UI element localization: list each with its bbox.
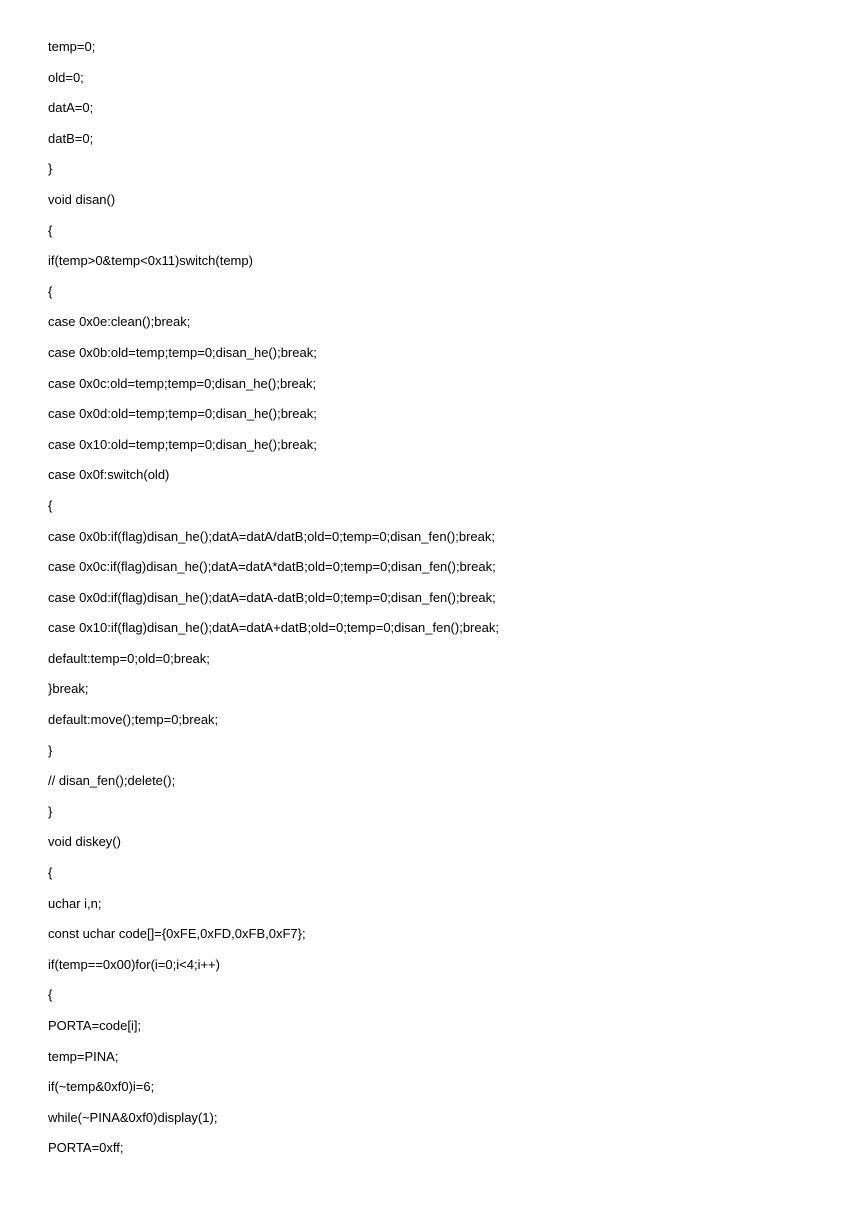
code-line: const uchar code[]={0xFE,0xFD,0xFB,0xF7}; — [48, 926, 306, 942]
code-line: void disan() — [48, 191, 116, 207]
code-line: { — [48, 497, 53, 513]
code-line: PORTA=0xff; — [48, 1140, 124, 1156]
code-line: default:temp=0;old=0;break; — [48, 650, 210, 666]
code-line: default:move();temp=0;break; — [48, 712, 219, 728]
code-line: } — [48, 161, 53, 177]
code-line: if(~temp&0xf0)i=6; — [48, 1079, 155, 1095]
code-line: case 0x10:old=temp;temp=0;disan_he();break; — [48, 436, 317, 452]
code-line: } — [48, 803, 53, 819]
code-line: PORTA=code[i]; — [48, 1018, 142, 1033]
code-line: if(temp==0x00)for(i=0;i<4;i++) — [48, 956, 220, 972]
code-line: if(temp>0&temp<0x11)switch(temp) — [48, 253, 253, 269]
code-line: case 0x0d:old=temp;temp=0;disan_he();break; — [48, 406, 317, 422]
code-line: temp=0; — [48, 39, 96, 54]
code-line: { — [48, 283, 53, 299]
code-line: datB=0; — [48, 130, 94, 146]
code-line: datA=0; — [48, 100, 94, 116]
code-line: uchar i,n; — [48, 895, 102, 911]
code-listing — [48, 38, 499, 1170]
code-line: old=0; — [48, 69, 84, 85]
code-line: case 0x0b:old=temp;temp=0;disan_he();break; — [48, 344, 317, 360]
code-line: case 0x0b:if(flag)disan_he();datA=datA/datB;old=0;temp=0;disan_fen();break; — [48, 528, 495, 544]
code-line: case 0x0d:if(flag)disan_he();datA=datA-datB;old=0;temp=0;disan_fen();break; — [48, 589, 496, 605]
code-line: { — [48, 222, 53, 238]
code-line: void diskey() — [48, 834, 121, 850]
code-line: case 0x0c:old=temp;temp=0;disan_he();break; — [48, 375, 317, 391]
code-line: case 0x0c:if(flag)disan_he();datA=datA*datB;old=0;temp=0;disan_fen();break; — [48, 559, 496, 575]
code-line: while(~PINA&0xf0)display(1); — [48, 1109, 218, 1125]
code-line: { — [48, 865, 53, 881]
code-line: }break; — [48, 681, 89, 697]
code-line: { — [48, 987, 53, 1003]
code-line: case 0x0e:clean();break; — [48, 314, 191, 330]
code-line: } — [48, 742, 53, 758]
code-line: case 0x0f:switch(old) — [48, 467, 170, 483]
code-line: temp=PINA; — [48, 1048, 119, 1064]
code-line: // disan_fen();delete(); — [48, 773, 176, 789]
code-line: case 0x10:if(flag)disan_he();datA=datA+datB;old=0;temp=0;disan_fen();break; — [48, 620, 499, 636]
